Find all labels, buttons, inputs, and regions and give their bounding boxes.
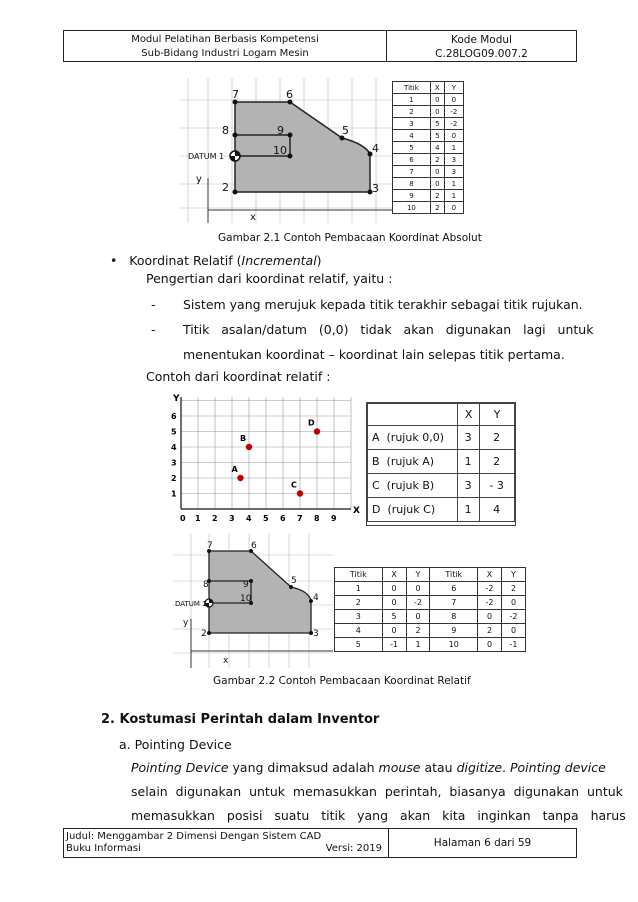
fig3-label-10: 10 [240,594,252,604]
fig1-table-row [393,142,464,154]
section2-heading [101,712,379,728]
fig1-cell: 0 [444,202,463,214]
fig3-cell: 0 [406,610,430,624]
fig3-cell: 0 [502,596,526,610]
fig3-cell: 0 [382,582,406,596]
fig2-y-tick: 3 [171,458,177,468]
figure2-chart [165,393,365,525]
fig2-cell: - 3 [480,474,515,498]
fig3-cell: 0 [406,582,430,596]
fig2-cell: 4 [480,498,515,522]
fig3-cell: -2 [478,582,502,596]
page-footer [63,828,577,858]
footer-book: Buku Informasi [66,843,141,854]
list-dash-1: - [151,297,156,312]
footer-left [64,829,389,857]
fig2-th: Y [480,404,515,426]
fig3-label-5: 5 [291,576,297,586]
fig1-cell: 0 [444,94,463,106]
list-item-2-line2: menentukan koordinat – koordinat lain selepas titik pertama. [183,347,565,362]
p1-t1: yang dimaksud adalah [228,760,379,775]
fig1-cell: 1 [444,190,463,202]
fig1-label-5: 5 [342,124,349,137]
fig3-cell: 0 [382,624,406,638]
fig1-cell: 8 [393,178,431,190]
fig1-label-2: 2 [222,181,229,194]
fig1-th: Titik [393,82,431,94]
fig1-label-6: 6 [286,88,293,101]
fig2-point [314,428,320,434]
figure1-caption: Gambar 2.1 Contoh Pembacaan Koordinat Absolut [218,232,482,244]
fig3-cell: 0 [502,624,526,638]
fig3-th: Titik [430,568,478,582]
fig3-th: Titik [335,568,383,582]
paragraph-line3: memasukkan posisi suatu titik yang akan kita inginkan tanpa harus [131,808,626,823]
section2-number: 2. [101,712,115,727]
list-dash-2: - [151,322,156,337]
fig1-table-row [393,130,464,142]
footer-page: Halaman 6 dari 59 [433,837,532,849]
fig1-cell: 3 [444,154,463,166]
fig1-table-row [393,178,464,190]
footer-version: Versi: 2019 [325,843,382,854]
fig1-cell: 1 [444,178,463,190]
fig3-label-9: 9 [243,580,249,590]
header-subfield: Sub-Bidang Industri Logam Mesin [141,48,309,59]
fig3-cell: 7 [430,596,478,610]
fig1-table-row [393,202,464,214]
fig2-table-row [368,450,515,474]
bullet-relative [110,253,322,269]
definition-text: Pengertian dari koordinat relatif, yaitu : [146,271,393,286]
fig2-point-label: A [231,465,238,474]
fig1-cell: 0 [430,178,444,190]
fig3-axis-y: y [183,618,189,628]
fig1-cell: 9 [393,190,431,202]
fig3-th: Y [406,568,430,582]
fig2-axis-x: X [353,506,360,516]
fig1-cell: -2 [444,106,463,118]
fig2-x-tick: 4 [246,514,252,523]
fig3-label-6: 6 [251,541,257,551]
fig3-table-row [335,638,526,652]
fig1-cell: 0 [430,166,444,178]
fig3-cell: 2 [478,624,502,638]
fig3-cell: -1 [382,638,406,652]
fig1-cell: 2 [430,202,444,214]
bullet-title-end: ) [316,253,322,268]
fig1-table-row [393,166,464,178]
p1-i3: digitize [456,760,503,775]
fig2-cell: B (rujuk A) [368,450,458,474]
fig3-cell: 2 [406,624,430,638]
fig3-cell: 0 [478,638,502,652]
fig1-cell: 3 [444,166,463,178]
fig3-cell: 2 [335,596,383,610]
fig3-label-8: 8 [203,580,209,590]
fig3-label-3: 3 [313,629,319,639]
fig3-cell: 5 [382,610,406,624]
fig2-table-row [368,474,515,498]
fig2-x-tick: 9 [331,514,337,523]
example-text: Contoh dari koordinat relatif : [146,369,331,384]
fig1-cell: 2 [393,106,431,118]
fig1-cell: 4 [430,142,444,154]
header-left [64,31,387,61]
fig3-cell: 9 [430,624,478,638]
p1-i2: mouse [378,760,421,775]
fig1-cell: 0 [430,94,444,106]
fig1-axis-x: x [250,212,256,223]
fig1-cell: 3 [393,118,431,130]
header-module-title: Modul Pelatihan Berbasis Kompetensi [131,34,319,45]
fig3-cell: -2 [406,596,430,610]
bullet-dot: • [110,253,118,268]
p1-i4: Pointing device [509,760,606,775]
fig1-th: Y [444,82,463,94]
fig2-x-tick: 3 [229,514,235,523]
fig3-datum-label: DATUM 1 [175,600,207,608]
fig2-cell: 1 [458,450,480,474]
paragraph-line1 [131,760,606,776]
fig3-cell: 2 [502,582,526,596]
fig2-th: X [458,404,480,426]
fig2-cell: A (rujuk 0,0) [368,426,458,450]
fig2-y-tick: 1 [171,489,177,499]
figure2-table [366,402,516,526]
fig3-cell: 5 [335,638,383,652]
footer-title: Judul: Menggambar 2 Dimensi Dengan Sistem CAD [66,831,322,842]
fig1-label-4: 4 [372,142,379,155]
fig2-point [237,475,243,481]
fig1-table-row [393,106,464,118]
fig2-cell: 3 [458,426,480,450]
fig1-cell: 5 [393,142,431,154]
fig2-y-tick: 4 [171,443,177,452]
fig1-cell: -2 [444,118,463,130]
fig2-point [297,490,303,496]
bullet-title: Koordinat Relatif ( [129,253,242,268]
figure2-caption: Gambar 2.2 Contoh Pembacaan Koordinat Relatif [213,675,471,687]
fig3-cell: 0 [382,596,406,610]
bullet-title-italic: Incremental [241,253,317,268]
fig3-th: Y [502,568,526,582]
page-header [63,30,577,62]
fig2-cell: D (rujuk C) [368,498,458,522]
fig1-cell: 2 [430,190,444,202]
fig3-th: X [478,568,502,582]
fig1-cell: 1 [393,94,431,106]
fig1-datum-label: DATUM 1 [188,152,225,161]
subsection-a: a. Pointing Device [119,737,232,752]
fig2-point-label: D [308,418,315,428]
fig2-table-row [368,498,515,522]
fig2-y-tick: 6 [171,412,177,421]
fig1-cell: 7 [393,166,431,178]
fig1-cell: 0 [430,106,444,118]
fig2-x-tick: 5 [263,514,269,523]
fig1-cell: 0 [444,130,463,142]
fig1-table-row [393,190,464,202]
fig2-cell: 2 [480,426,515,450]
fig1-label-8: 8 [222,124,229,137]
fig3-cell: 3 [335,610,383,624]
fig1-table-row [393,94,464,106]
p1-i1: Pointing Device [131,760,229,775]
fig1-axis-y: y [196,174,202,185]
fig3-th: X [382,568,406,582]
fig2-x-tick: 7 [297,514,303,523]
fig2-x-tick: 1 [195,514,201,523]
fig2-y-tick: 5 [171,427,177,437]
p1-t3: . [502,760,510,775]
fig2-point-label: C [291,480,297,490]
p1-t2: atau [420,760,457,775]
fig3-table-row [335,596,526,610]
fig2-cell: C (rujuk B) [368,474,458,498]
header-code-label: Kode Modul [451,34,512,46]
fig3-cell: 6 [430,582,478,596]
fig1-label-10: 10 [273,144,287,157]
list-item-1: Sistem yang merujuk kepada titik terakhir sebagai titik rujukan. [183,297,583,312]
fig2-y-tick: 2 [171,474,177,483]
fig3-axis-x: x [223,656,229,666]
fig1-label-7: 7 [232,88,239,101]
fig1-cell: 5 [430,118,444,130]
fig1-table-row [393,118,464,130]
fig3-cell: 1 [406,638,430,652]
fig3-cell: 4 [335,624,383,638]
figure3-drawing [173,533,333,668]
header-code-value: C.28LOG09.007.2 [435,48,528,60]
fig3-cell: 0 [478,610,502,624]
fig2-axis-y: Y [173,394,180,404]
fig2-cell: 2 [480,450,515,474]
figure1-drawing [180,78,392,223]
fig2-x-tick: 6 [280,514,286,523]
fig2-point-label: B [240,434,247,443]
fig1-table-row [393,154,464,166]
fig3-table-row [335,582,526,596]
fig2-x-tick: 8 [314,514,320,523]
fig1-cell: 2 [430,154,444,166]
header-right [387,31,576,61]
fig3-cell: 8 [430,610,478,624]
fig3-label-2: 2 [201,629,207,639]
fig3-label-4: 4 [313,593,319,603]
figure1-table [392,81,464,214]
fig2-x-tick: 0 [180,514,186,523]
fig1-cell: 5 [430,130,444,142]
fig1-label-9: 9 [277,124,284,137]
paragraph-line2: selain digunakan untuk memasukkan perintah, biasanya digunakan untuk [131,784,623,799]
fig1-cell: 10 [393,202,431,214]
fig3-cell: 1 [335,582,383,596]
fig2-cell: 3 [458,474,480,498]
fig1-cell: 1 [444,142,463,154]
fig2-point [246,444,252,450]
fig2-x-tick: 2 [212,514,218,523]
section2-title: Kostumasi Perintah dalam Inventor [119,712,380,727]
fig3-cell: 10 [430,638,478,652]
fig2-th [368,404,458,426]
fig3-cell: -2 [478,596,502,610]
fig2-table-row [368,426,515,450]
fig1-th: X [430,82,444,94]
fig1-cell: 6 [393,154,431,166]
fig3-cell: -1 [502,638,526,652]
figure3-table [334,567,526,652]
fig3-table-row [335,624,526,638]
fig2-cell: 1 [458,498,480,522]
fig3-table-row [335,610,526,624]
list-item-2-line1: Titik asalan/datum (0,0) tidak akan digunakan lagi untuk [183,322,594,337]
fig3-cell: -2 [502,610,526,624]
fig1-label-3: 3 [372,182,379,195]
fig3-label-7: 7 [207,541,213,551]
fig1-cell: 4 [393,130,431,142]
